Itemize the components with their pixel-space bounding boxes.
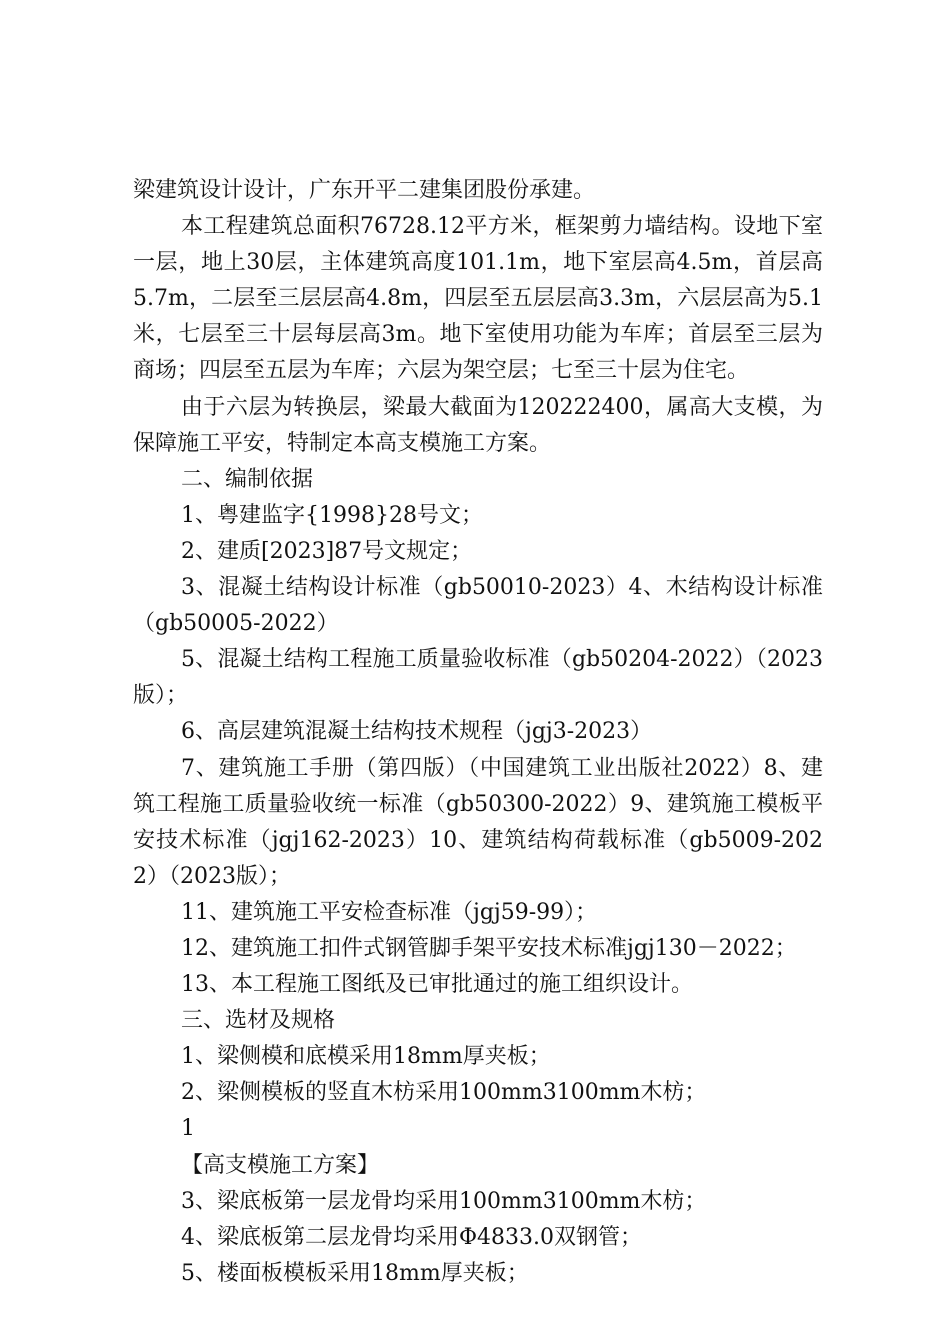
basis-item-11: 11、建筑施工平安检查标准（jgj59-99）； bbox=[181, 899, 598, 925]
material-item-5: 5、楼面板模板采用18mm厚夹板； bbox=[181, 1260, 529, 1286]
document-body-continued bbox=[133, 1184, 823, 1292]
basis-item-6: 6、高层建筑混凝土结构技术规程（jgj3-2023） bbox=[181, 719, 653, 745]
basis-item-12: 12、建筑施工扣件式钢管脚手架平安技术标准jgj130－2022； bbox=[181, 935, 797, 961]
basis-item-7-10: 7、建筑施工手册（第四版）（中国建筑工业出版社2022）8、建筑工程施工质量验收统一标准（gb50300-2022）9、建筑施工模板平安技术标准（jgj162-2023）10、建筑结构荷载标准（gb5009-2022）（2023版）； bbox=[133, 755, 823, 889]
paragraph-project-overview: 本工程建筑总面积76728.12平方米，框架剪力墙结构。设地下室一层，地上30层，主体建筑高度101.1m，地下室层高4.5m，首层高5.7m，二层至三层层高4.8m，四层至五层层高3.3m，六层层高为5.1米，七层至三十层每层高3m。地下室使用功能为车库；首层至三层为商场；四层至五层为车库；六层为架空层；七至三十层为住宅。 bbox=[133, 214, 823, 384]
material-item-3: 3、梁底板第一层龙骨均采用100mm3100mm木枋； bbox=[181, 1188, 707, 1214]
section-heading-basis: 二、编制依据 bbox=[181, 466, 314, 492]
material-item-1: 1、梁侧模和底模采用18mm厚夹板； bbox=[181, 1044, 551, 1070]
running-header: 【高支模施工方案】 bbox=[181, 1152, 380, 1178]
document-page bbox=[133, 173, 823, 1292]
section-heading-materials: 三、选材及规格 bbox=[181, 1008, 336, 1034]
basis-item-13: 13、本工程施工图纸及已审批通过的施工组织设计。 bbox=[181, 972, 693, 998]
material-item-2: 2、梁侧模板的竖直木枋采用100mm3100mm木枋； bbox=[181, 1080, 707, 1106]
basis-item-3-4: 3、混凝土结构设计标准（gb50010-2023）4、木结构设计标准（gb50005-2022） bbox=[133, 575, 823, 637]
basis-item-1: 1、粤建监字{1998}28号文； bbox=[181, 502, 483, 528]
document-body bbox=[133, 173, 823, 1111]
paragraph-purpose: 由于六层为转换层，梁最大截面为120222400，属高大支模，为保障施工平安，特制定本高支模施工方案。 bbox=[133, 394, 823, 456]
basis-item-5: 5、混凝土结构工程施工质量验收标准（gb50204-2022）（2023版）； bbox=[133, 647, 823, 709]
material-item-4: 4、梁底板第二层龙骨均采用Φ4833.0双钢管； bbox=[181, 1224, 643, 1250]
basis-item-2: 2、建质[2023]87号文规定； bbox=[181, 538, 473, 564]
paragraph-continuation: 梁建筑设计设计，广东开平二建集团股份承建。 bbox=[133, 178, 596, 203]
page-number: 1 bbox=[181, 1116, 195, 1142]
